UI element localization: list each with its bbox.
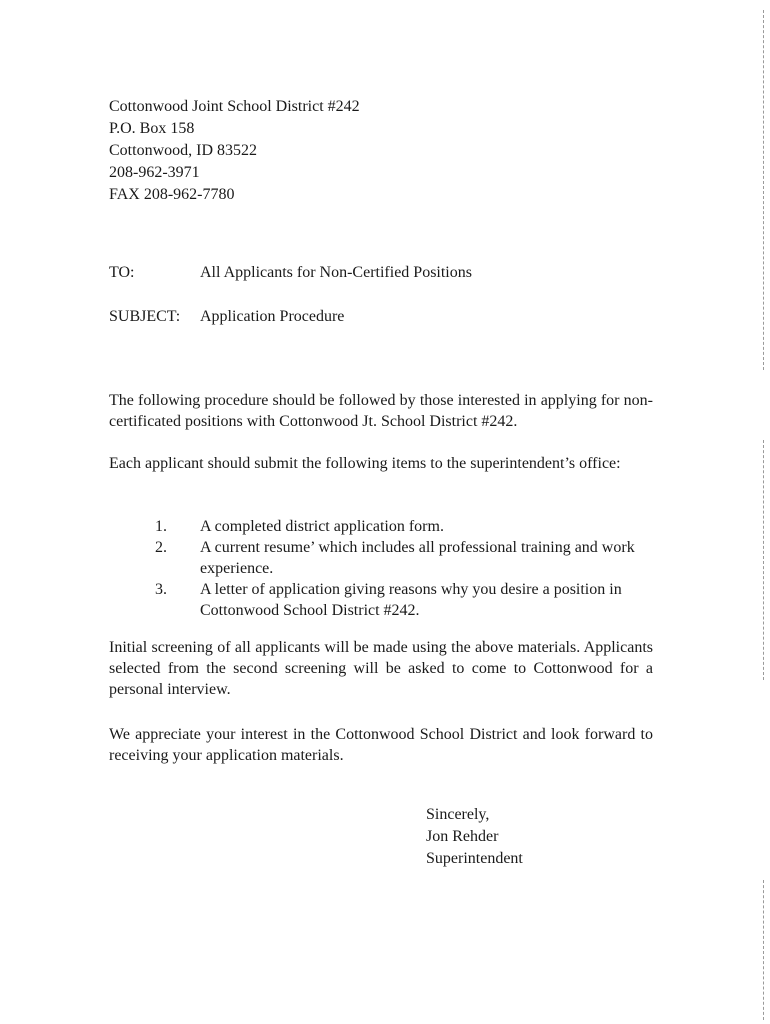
body-paragraph-intro: The following procedure should be followed by those interested in applying for non-certificated positions with Cottonwood Jt. School District #242.: [109, 392, 653, 430]
city-state-zip: Cottonwood, ID 83522: [109, 142, 257, 159]
list-item-text: A letter of application giving reasons why you desire a position in Cottonwood School District #242.: [200, 581, 622, 619]
fax-number: FAX 208-962-7780: [109, 186, 235, 203]
list-item-number: 2.: [155, 539, 167, 556]
signer-title: Superintendent: [426, 850, 523, 867]
phone-number: 208-962-3971: [109, 164, 200, 181]
memo-to-line: [109, 264, 472, 282]
scan-edge-mark-bottom: [763, 880, 764, 1020]
list-item-text: A current resume’ which includes all professional training and work experience.: [200, 539, 635, 577]
letterhead: [109, 96, 360, 206]
list-item: [155, 537, 655, 579]
po-box: P.O. Box 158: [109, 120, 195, 137]
memo-subject-line: [109, 308, 344, 326]
to-label: TO:: [109, 264, 135, 281]
list-item-number: 3.: [155, 581, 167, 598]
body-paragraph-appreciation: We appreciate your interest in the Cottonwood School District and look forward to receiving your application materials.: [109, 726, 653, 764]
signer-name: Jon Rehder: [426, 828, 499, 845]
list-item-number: 1.: [155, 518, 167, 535]
district-name: Cottonwood Joint School District #242: [109, 98, 360, 115]
to-value: All Applicants for Non-Certified Positions: [200, 264, 472, 281]
body-paragraph-instructions: Each applicant should submit the following items to the superintendent’s office:: [109, 455, 621, 472]
subject-value: Application Procedure: [200, 308, 345, 325]
scan-edge-mark-top: [763, 10, 764, 370]
required-items-list: [155, 516, 655, 621]
list-item-text: A completed district application form.: [200, 518, 444, 535]
signature-block: [426, 804, 523, 870]
list-item: [155, 579, 655, 621]
scan-edge-mark-middle: [763, 440, 764, 680]
list-item: [155, 516, 655, 537]
subject-label: SUBJECT:: [109, 308, 181, 325]
body-paragraph-screening: Initial screening of all applicants will be made using the above materials. Applicants selected from the second screening will be asked to come to Cottonwood for a personal interview.: [109, 639, 653, 698]
closing-salutation: Sincerely,: [426, 806, 490, 823]
